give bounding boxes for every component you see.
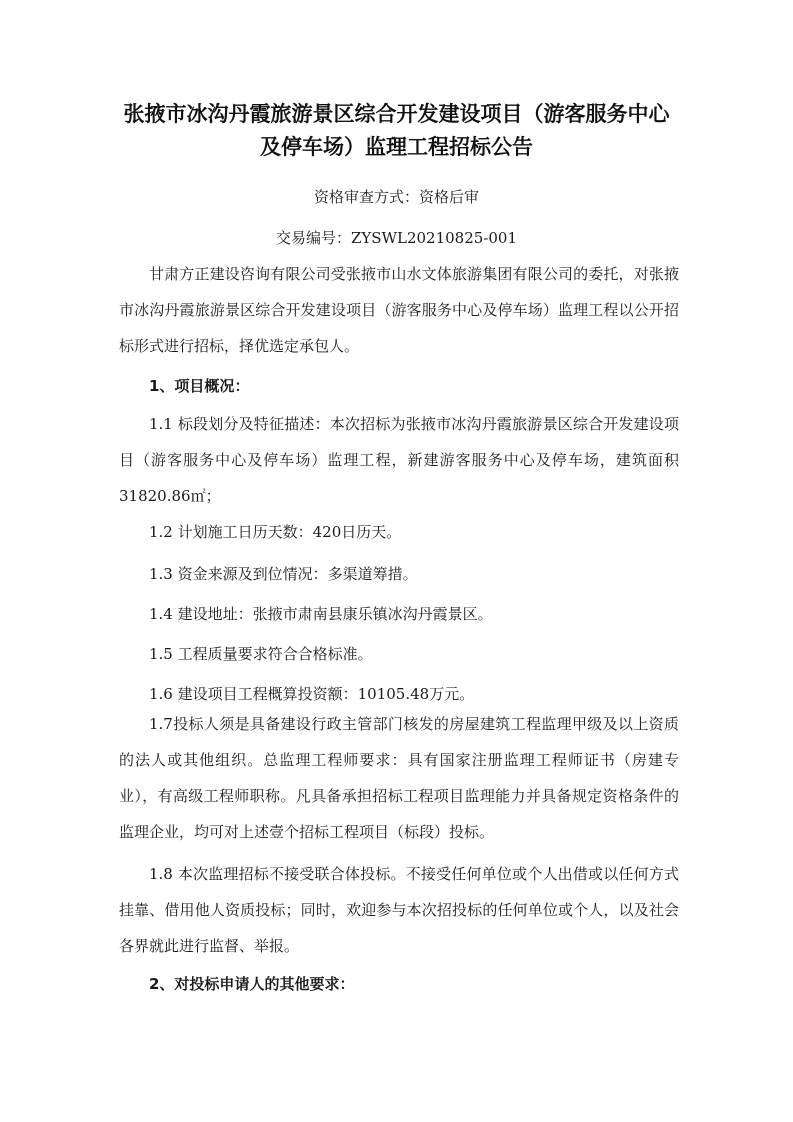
item-1-7: 1.7投标人须是具备建设行政主管部门核发的房屋建筑工程监理甲级及以上资质的法人或其他组织。总监理工程师要求：具有国家注册监理工程师证书（房建专业），有高级工程师职称。凡具备承担招标工程项目监理能力并具备规定资格条件的监理企业，均可对上述壹个招标工程项目（标段）投标。: [119, 715, 679, 841]
section-1-heading: 1、项目概况：: [149, 377, 250, 395]
item-1-3: 1.3 资金来源及到位情况：多渠道筹措。: [149, 565, 418, 583]
trade-number: 交易编号：ZYSWL20210825-001: [275, 229, 518, 247]
item-1-4: 1.4 建设地址：张掖市肃南县康乐镇冰沟丹霞景区。: [149, 605, 493, 623]
title-line-2: 及停车场）监理工程招标公告: [260, 135, 533, 159]
item-1-5: 1.5 工程质量要求符合合格标准。: [149, 645, 373, 663]
document-title: [100, 98, 693, 164]
item-1-1: 1.1 标段划分及特征描述：本次招标为张掖市冰沟丹霞旅游景区综合开发建设项目（游客服务中心及停车场）监理工程，新建游客服务中心及停车场，建筑面积31820.86㎡；: [119, 415, 679, 505]
item-1-2: 1.2 计划施工日历天数：420日历天。: [149, 523, 402, 541]
item-1-6: 1.6 建设项目工程概算投资额：10105.48万元。: [149, 685, 475, 703]
title-line-1: 张掖市冰沟丹霞旅游景区综合开发建设项目（游客服务中心: [123, 102, 670, 126]
review-method: 资格审查方式：资格后审: [313, 188, 479, 206]
section-2-heading: 2、对投标申请人的其他要求：: [149, 975, 355, 993]
intro-paragraph: 甘肃方正建设咨询有限公司受张掖市山水文体旅游集团有限公司的委托，对张掖市冰沟丹霞旅游景区综合开发建设项目（游客服务中心及停车场）监理工程以公开招标形式进行招标，择优选定承包人。: [119, 265, 679, 355]
item-1-8: 1.8 本次监理招标不接受联合体投标。不接受任何单位或个人出借或以任何方式挂靠、借用他人资质投标；同时，欢迎参与本次招投标的任何单位或个人，以及社会各界就此进行监督、举报。: [119, 865, 679, 955]
